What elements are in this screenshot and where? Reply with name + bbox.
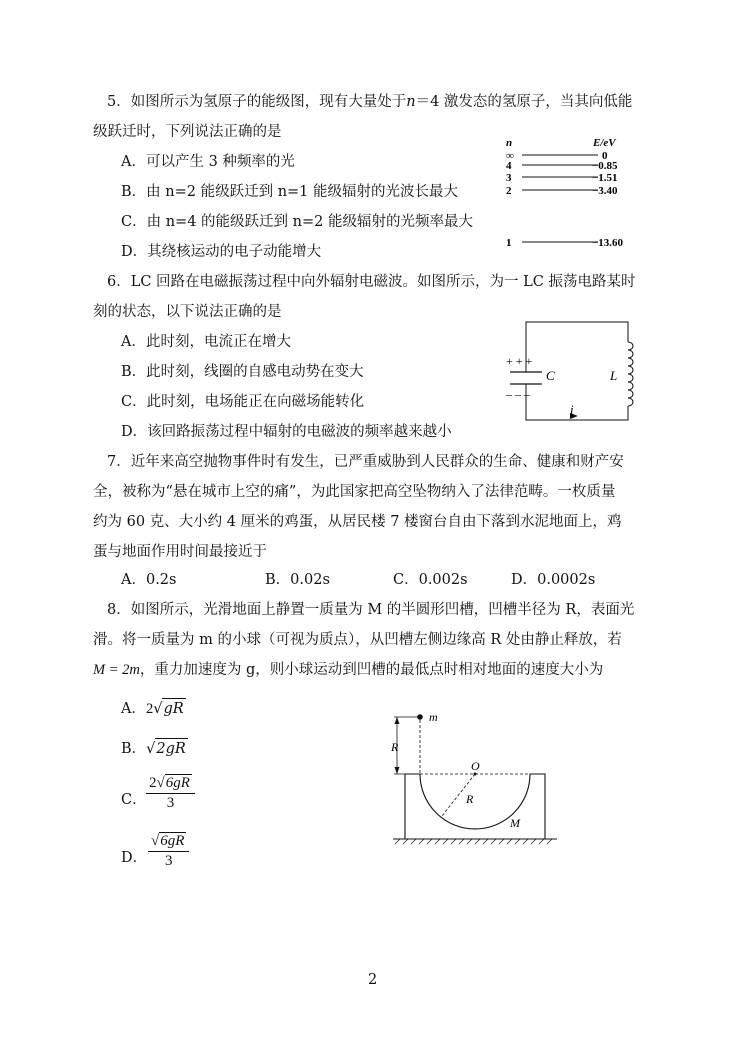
height-label: R [391,740,399,754]
q7-stem-line3: 约为 60 克、大小约 4 厘米的鸡蛋，从居民楼 7 楼窗台自由下落到水泥地面上，鸡 [93,514,622,530]
q7-option-a: A．0.2s [121,572,177,588]
n-header: n [506,137,513,149]
q5-stem-line2: 级跃迁时，下列说法正确的是 [93,124,282,140]
level-n: 4 [506,160,512,172]
capacitor-label: C [546,368,555,383]
current-label: i [570,402,574,417]
e-header: E/eV [593,137,616,149]
q5-stem-line1: 5．如图所示为氢原子的能级图，现有大量处于n＝4 激发态的氢原子，当其向低能 [107,94,633,110]
ball [417,714,423,720]
level-n: 1 [506,237,512,249]
q6-option-a: A．此时刻，电流正在增大 [121,334,291,350]
q7-stem-line4: 蛋与地面作用时间最接近于 [93,544,267,560]
q6-option-c: C．此时刻，电场能正在向磁场能转化 [121,394,365,410]
arrow-up-icon [395,717,400,724]
page-number: 2 [368,972,378,988]
level-e: −0.85 [592,160,618,172]
q7-option-b: B．0.02s [265,572,330,588]
q6-option-d: D．该回路振荡过程中辐射的电磁波的频率越来越小 [121,424,452,440]
q5-option-c: C．由 n=4 的能级跃迁到 n=2 能级辐射的光频率最大 [121,214,473,230]
plus-signs: + + + [506,354,533,368]
q8-stem-line2: 滑。将一质量为 m 的小球（可视为质点），从凹槽左侧边缘高 R 处由静止释放，若 [93,632,622,648]
center-label: O [471,759,480,773]
ball-label: m [429,710,438,724]
groove-diagram [385,706,565,846]
q5-option-a: A．可以产生 3 种频率的光 [121,154,295,170]
ground-hatch [395,839,552,844]
energy-level-diagram [500,135,650,255]
q6-option-b: B．此时刻，线圈的自感电动势在变大 [121,364,364,380]
inductor-coil [628,342,633,406]
level-e: −1.51 [592,172,618,184]
q7-option-d: D．0.0002s [511,572,596,588]
level-e: −13.60 [592,237,624,249]
energy-level-3 [506,172,618,184]
level-e: 0 [602,150,608,162]
mass-label: M [510,816,520,830]
level-n: ∞ [506,150,514,162]
energy-level-4 [506,160,618,172]
level-n: 3 [506,172,512,184]
q6-stem-line1: 6．LC 回路在电磁振荡过程中向外辐射电磁波。如图所示，为一 LC 振荡电路某时 [107,274,636,290]
q7-stem-line2: 全，被称为“悬在城市上空的痛”，为此国家把高空坠物纳入了法律范畴。一枚质量 [93,484,616,500]
energy-level-1 [506,237,624,249]
q5-option-d: D．其绕核运动的电子动能增大 [121,244,322,260]
q8-option-b: B．√2gR [121,738,188,759]
level-n: 2 [506,185,512,197]
lc-circuit-diagram [500,318,650,428]
q8-option-a: A．2√gR [121,698,186,719]
minus-signs: – – – [506,387,530,401]
energy-level-2 [506,185,618,197]
q7-stem-line1: 7．近年来高空抛物事件时有发生，已严重威胁到人民群众的生命、健康和财产安 [107,454,624,470]
q8-option-c-label: C． [121,792,147,808]
level-e: −3.40 [592,185,618,197]
inductor-label: L [610,368,618,383]
q8-option-d-label: D． [121,850,148,866]
radius-label: R [466,792,474,806]
q8-option-d-fraction: $\frac{√6gR}{3}$ [148,832,189,870]
q8-stem-line1: 8．如图所示，光滑地面上静置一质量为 M 的半圆形凹槽，凹槽半径为 R，表面光 [107,602,635,618]
arrow-down-icon [395,767,400,774]
groove-block [405,774,545,839]
q6-stem-line2: 刻的状态，以下说法正确的是 [93,304,282,320]
q8-stem-line3: M = 2m，重力加速度为 g，则小球运动到凹槽的最低点时相对地面的速度大小为 [93,662,604,678]
q8-option-c-fraction: $\frac{2√6gR}{3}$ [146,774,195,812]
q7-option-c: C．0.002s [393,572,468,588]
q5-option-b: B．由 n=2 能级跃迁到 n=1 能级辐射的光波长最大 [121,184,459,200]
